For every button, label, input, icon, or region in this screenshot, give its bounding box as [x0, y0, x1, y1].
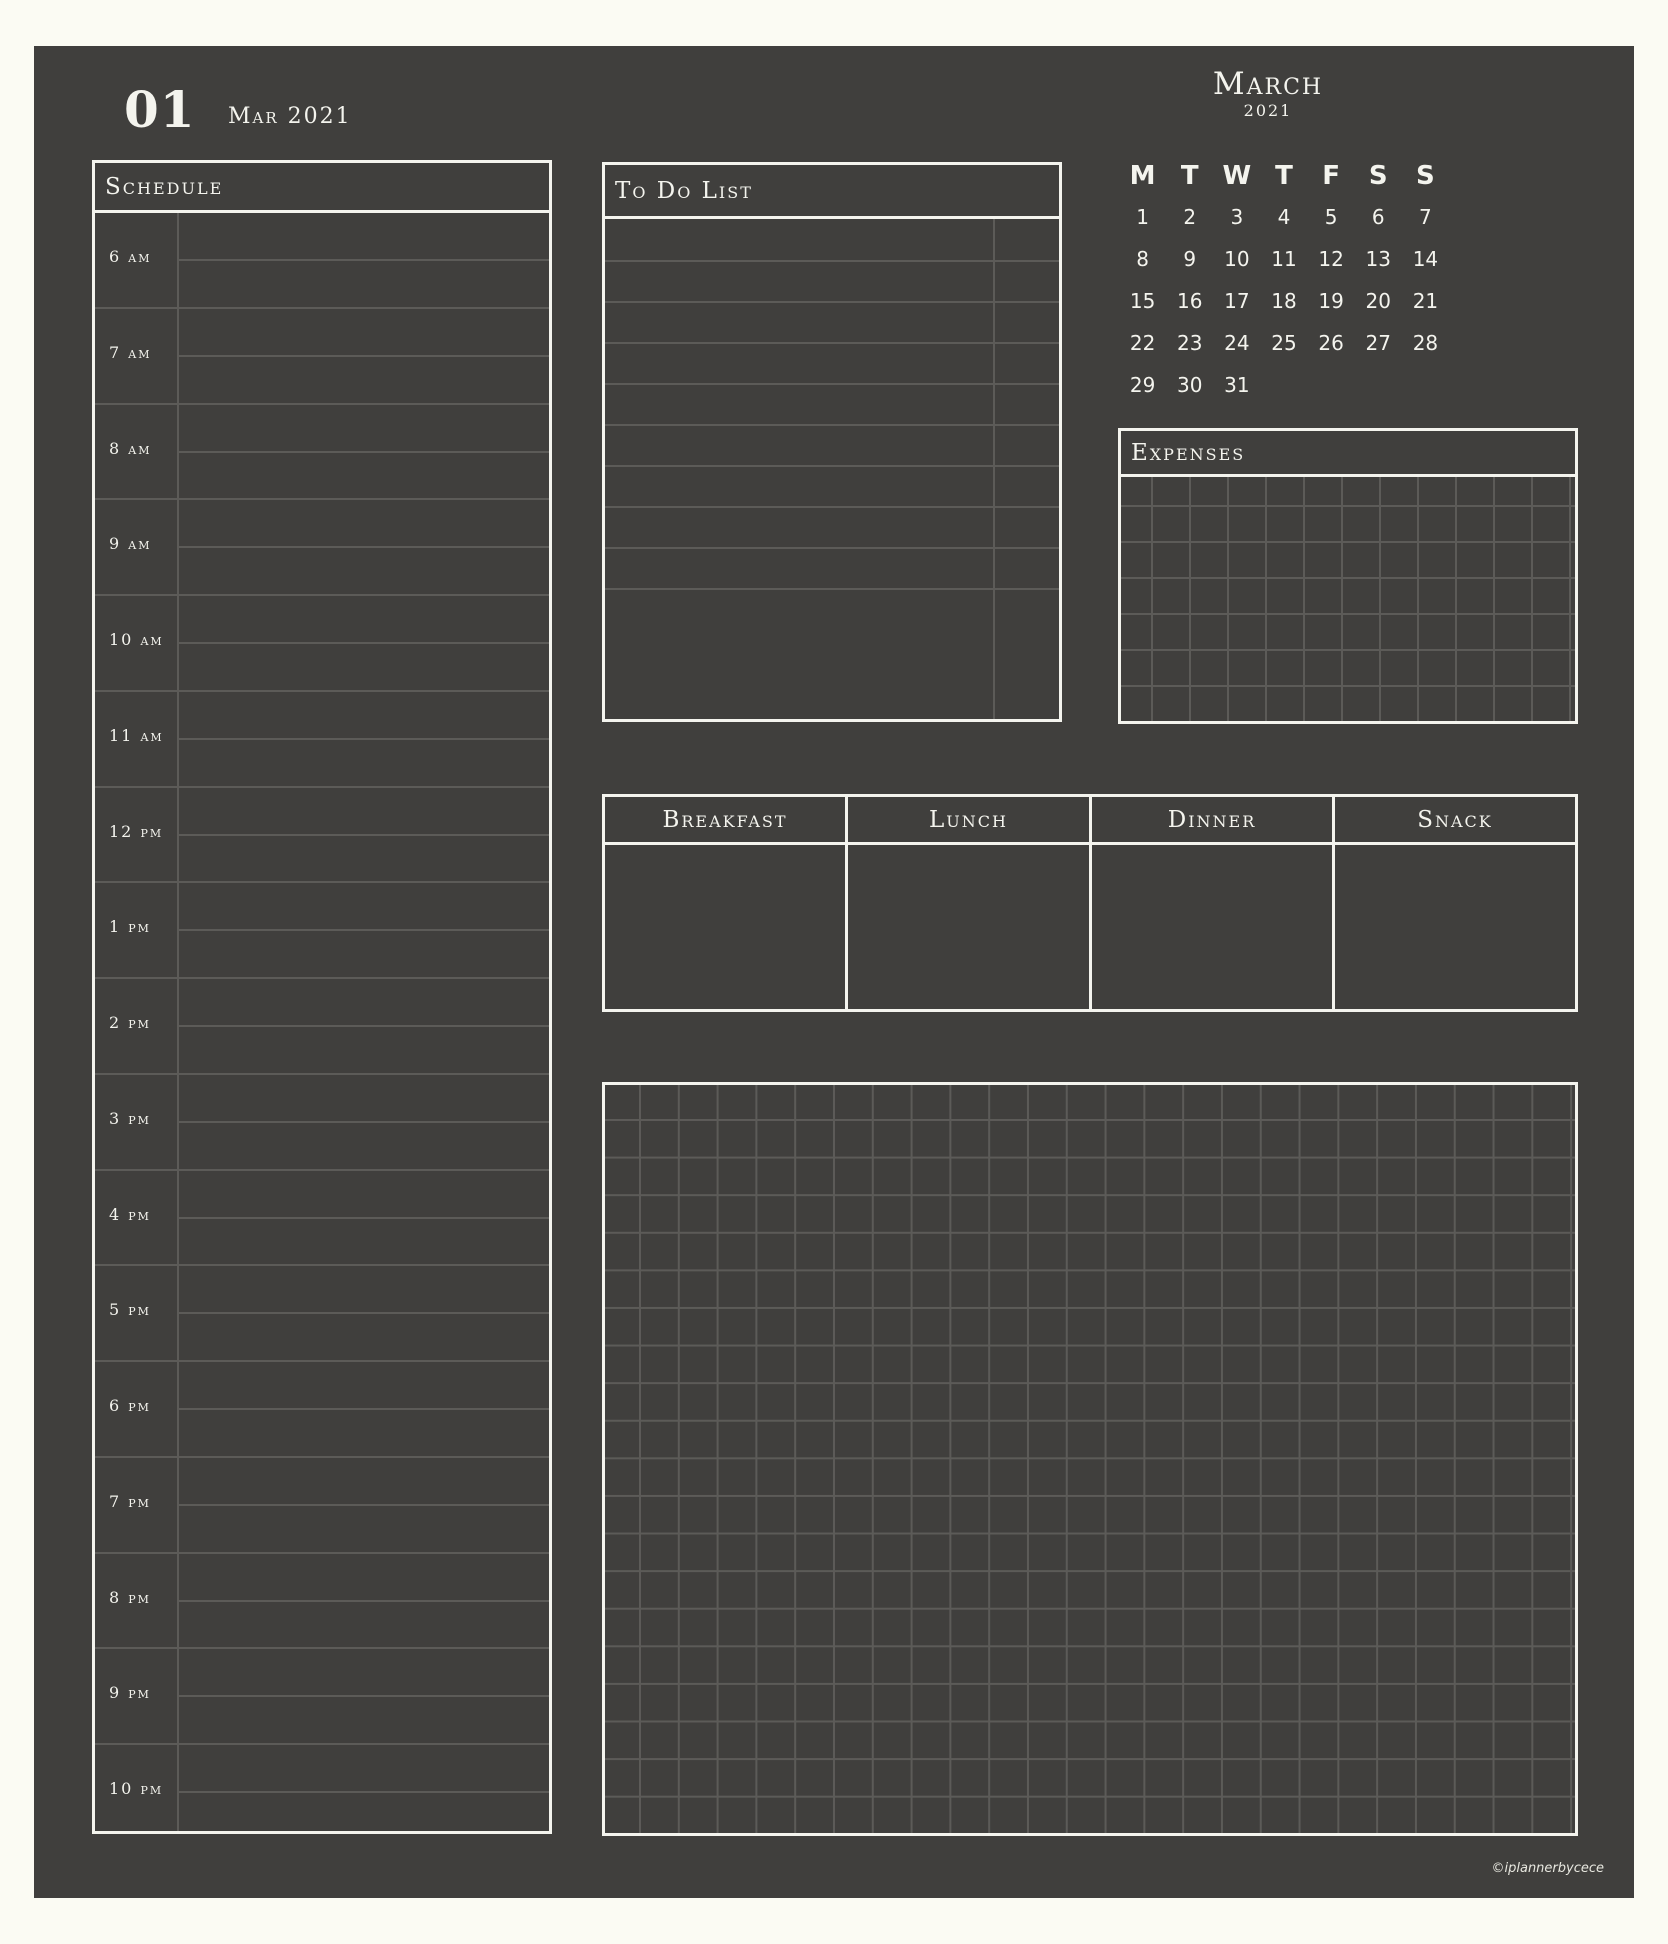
- schedule-slot[interactable]: [95, 1362, 549, 1458]
- schedule-slot[interactable]: [95, 1745, 549, 1841]
- schedule-slot[interactable]: [95, 500, 549, 596]
- meal-snack-label: Snack: [1335, 797, 1575, 845]
- calendar-day[interactable]: 11: [1271, 247, 1297, 271]
- schedule-slot[interactable]: [95, 596, 549, 692]
- todo-line: [605, 424, 1059, 426]
- hour-label: 11 am: [109, 725, 164, 745]
- hour-label: 5 pm: [109, 1300, 151, 1320]
- todo-line: [605, 342, 1059, 344]
- meal-breakfast-label: Breakfast: [605, 797, 845, 845]
- schedule-body: [95, 213, 549, 1831]
- hour-label: 2 pm: [109, 1013, 151, 1032]
- weekday-label: M: [1129, 161, 1156, 191]
- hour-label: 12 pm: [109, 821, 164, 841]
- todo-line: [605, 588, 1059, 590]
- calendar-day[interactable]: 1: [1136, 205, 1149, 229]
- copyright: ©iplannerbycece: [1491, 1861, 1604, 1876]
- hour-label: 8 am: [109, 438, 152, 458]
- calendar-day[interactable]: 2: [1183, 205, 1197, 229]
- schedule-slot[interactable]: [95, 979, 549, 1075]
- calendar-day[interactable]: 13: [1365, 247, 1391, 271]
- calendar-day[interactable]: 10: [1224, 247, 1250, 271]
- calendar-day[interactable]: 27: [1365, 331, 1391, 355]
- weekday-label: F: [1322, 161, 1341, 191]
- calendar-day[interactable]: 19: [1318, 289, 1344, 313]
- calendar-day[interactable]: 14: [1412, 247, 1439, 271]
- half-hour-line: [179, 355, 549, 357]
- expenses-panel: [1118, 428, 1578, 724]
- half-hour-line: [179, 259, 549, 261]
- calendar-empty: [1402, 364, 1449, 406]
- calendar-day[interactable]: 21: [1412, 289, 1439, 313]
- notes-grid[interactable]: [602, 1082, 1578, 1836]
- schedule-slot[interactable]: [95, 1171, 549, 1267]
- meal-snack[interactable]: [1335, 797, 1575, 1009]
- half-hour-line: [179, 546, 549, 548]
- calendar-day[interactable]: 6: [1371, 205, 1385, 229]
- half-hour-line: [179, 1695, 549, 1697]
- half-hour-line: [179, 1025, 549, 1027]
- calendar-day[interactable]: 17: [1224, 289, 1250, 313]
- todo-line: [605, 506, 1059, 508]
- schedule-slot[interactable]: [95, 1649, 549, 1745]
- todo-line: [605, 547, 1059, 549]
- calendar-empty: [1260, 364, 1307, 406]
- calendar-day[interactable]: 8: [1136, 247, 1149, 271]
- half-hour-line: [179, 1600, 549, 1602]
- day-number: 01: [124, 80, 196, 139]
- half-hour-line: [179, 1121, 549, 1123]
- month-year-label: Mar 2021: [228, 104, 352, 129]
- calendar-day[interactable]: 5: [1324, 205, 1338, 229]
- hour-label: 3 pm: [109, 1108, 151, 1128]
- calendar-year: 2021: [1243, 101, 1293, 120]
- calendar-day[interactable]: 3: [1230, 205, 1244, 229]
- calendar-day[interactable]: 12: [1318, 247, 1344, 271]
- schedule-slot[interactable]: [95, 1266, 549, 1362]
- schedule-slot[interactable]: [95, 883, 549, 979]
- hour-label: 7 pm: [109, 1491, 151, 1511]
- calendar-day[interactable]: 25: [1271, 331, 1297, 355]
- mini-calendar: [1119, 156, 1449, 406]
- schedule-slot[interactable]: [95, 1458, 549, 1554]
- calendar-day[interactable]: 22: [1129, 331, 1156, 355]
- todo-body[interactable]: [605, 219, 1059, 719]
- calendar-day[interactable]: 30: [1176, 373, 1203, 397]
- schedule-slot[interactable]: [95, 1554, 549, 1650]
- half-hour-line: [179, 451, 549, 453]
- hour-label: 10 pm: [109, 1779, 164, 1798]
- half-hour-line: [179, 1312, 549, 1314]
- calendar-day[interactable]: 23: [1176, 331, 1203, 355]
- half-hour-line: [179, 929, 549, 931]
- schedule-slot[interactable]: [95, 692, 549, 788]
- todo-panel: [602, 162, 1062, 722]
- calendar-empty: [1355, 364, 1402, 406]
- todo-line: [605, 465, 1059, 467]
- schedule-title: Schedule: [95, 163, 549, 213]
- calendar-day[interactable]: 20: [1365, 289, 1391, 313]
- hour-label: 4 pm: [109, 1204, 151, 1224]
- half-hour-line: [179, 834, 549, 836]
- hour-label: 6 am: [109, 247, 152, 266]
- schedule-slot[interactable]: [95, 405, 549, 501]
- weekday-label: S: [1416, 161, 1435, 191]
- planner-page: [34, 46, 1634, 1898]
- half-hour-line: [179, 1791, 549, 1793]
- calendar-day[interactable]: 16: [1176, 289, 1203, 313]
- hour-label: 10 am: [109, 630, 164, 649]
- schedule-slot[interactable]: [95, 788, 549, 884]
- todo-line: [605, 301, 1059, 303]
- meal-lunch[interactable]: [848, 797, 1089, 1009]
- calendar-day[interactable]: 28: [1412, 331, 1439, 355]
- schedule-panel: [92, 160, 552, 1834]
- calendar-day[interactable]: 18: [1271, 289, 1297, 313]
- expenses-grid[interactable]: [1121, 477, 1575, 721]
- calendar-day[interactable]: 4: [1277, 205, 1291, 229]
- calendar-day[interactable]: 9: [1183, 247, 1197, 271]
- meal-breakfast[interactable]: [605, 797, 845, 1009]
- meal-dinner[interactable]: [1092, 797, 1332, 1009]
- meal-lunch-label: Lunch: [848, 797, 1089, 845]
- todo-title: To Do List: [605, 165, 1059, 219]
- meal-dinner-label: Dinner: [1092, 797, 1332, 845]
- calendar-day[interactable]: 24: [1224, 331, 1250, 355]
- calendar-month: March: [1212, 66, 1324, 102]
- half-hour-line: [179, 738, 549, 740]
- calendar-empty: [1308, 364, 1355, 406]
- meals-panel: [602, 794, 1578, 1012]
- schedule-slot[interactable]: [95, 309, 549, 405]
- schedule-slot[interactable]: [95, 213, 549, 309]
- todo-check-divider: [993, 219, 995, 719]
- half-hour-line: [179, 642, 549, 644]
- hour-label: 1 pm: [109, 917, 151, 937]
- weekday-label: W: [1222, 161, 1252, 191]
- calendar-day[interactable]: 7: [1419, 205, 1432, 229]
- hour-label: 6 pm: [109, 1396, 151, 1415]
- weekday-label: T: [1180, 161, 1199, 191]
- calendar-day[interactable]: 26: [1318, 331, 1344, 355]
- calendar-day[interactable]: 29: [1129, 373, 1156, 397]
- schedule-slot[interactable]: [95, 1075, 549, 1171]
- todo-line: [605, 383, 1059, 385]
- hour-label: 9 am: [109, 534, 152, 554]
- hour-label: 8 pm: [109, 1587, 151, 1607]
- half-hour-line: [179, 1217, 549, 1219]
- weekday-label: T: [1275, 161, 1293, 191]
- hour-label: 7 am: [109, 342, 152, 362]
- expenses-title: Expenses: [1121, 431, 1575, 477]
- calendar-day[interactable]: 15: [1129, 289, 1156, 313]
- half-hour-line: [179, 1504, 549, 1506]
- todo-line: [605, 260, 1059, 262]
- half-hour-line: [179, 1408, 549, 1410]
- calendar-day[interactable]: 31: [1224, 373, 1250, 397]
- hour-label: 9 pm: [109, 1683, 151, 1703]
- weekday-label: S: [1368, 161, 1388, 191]
